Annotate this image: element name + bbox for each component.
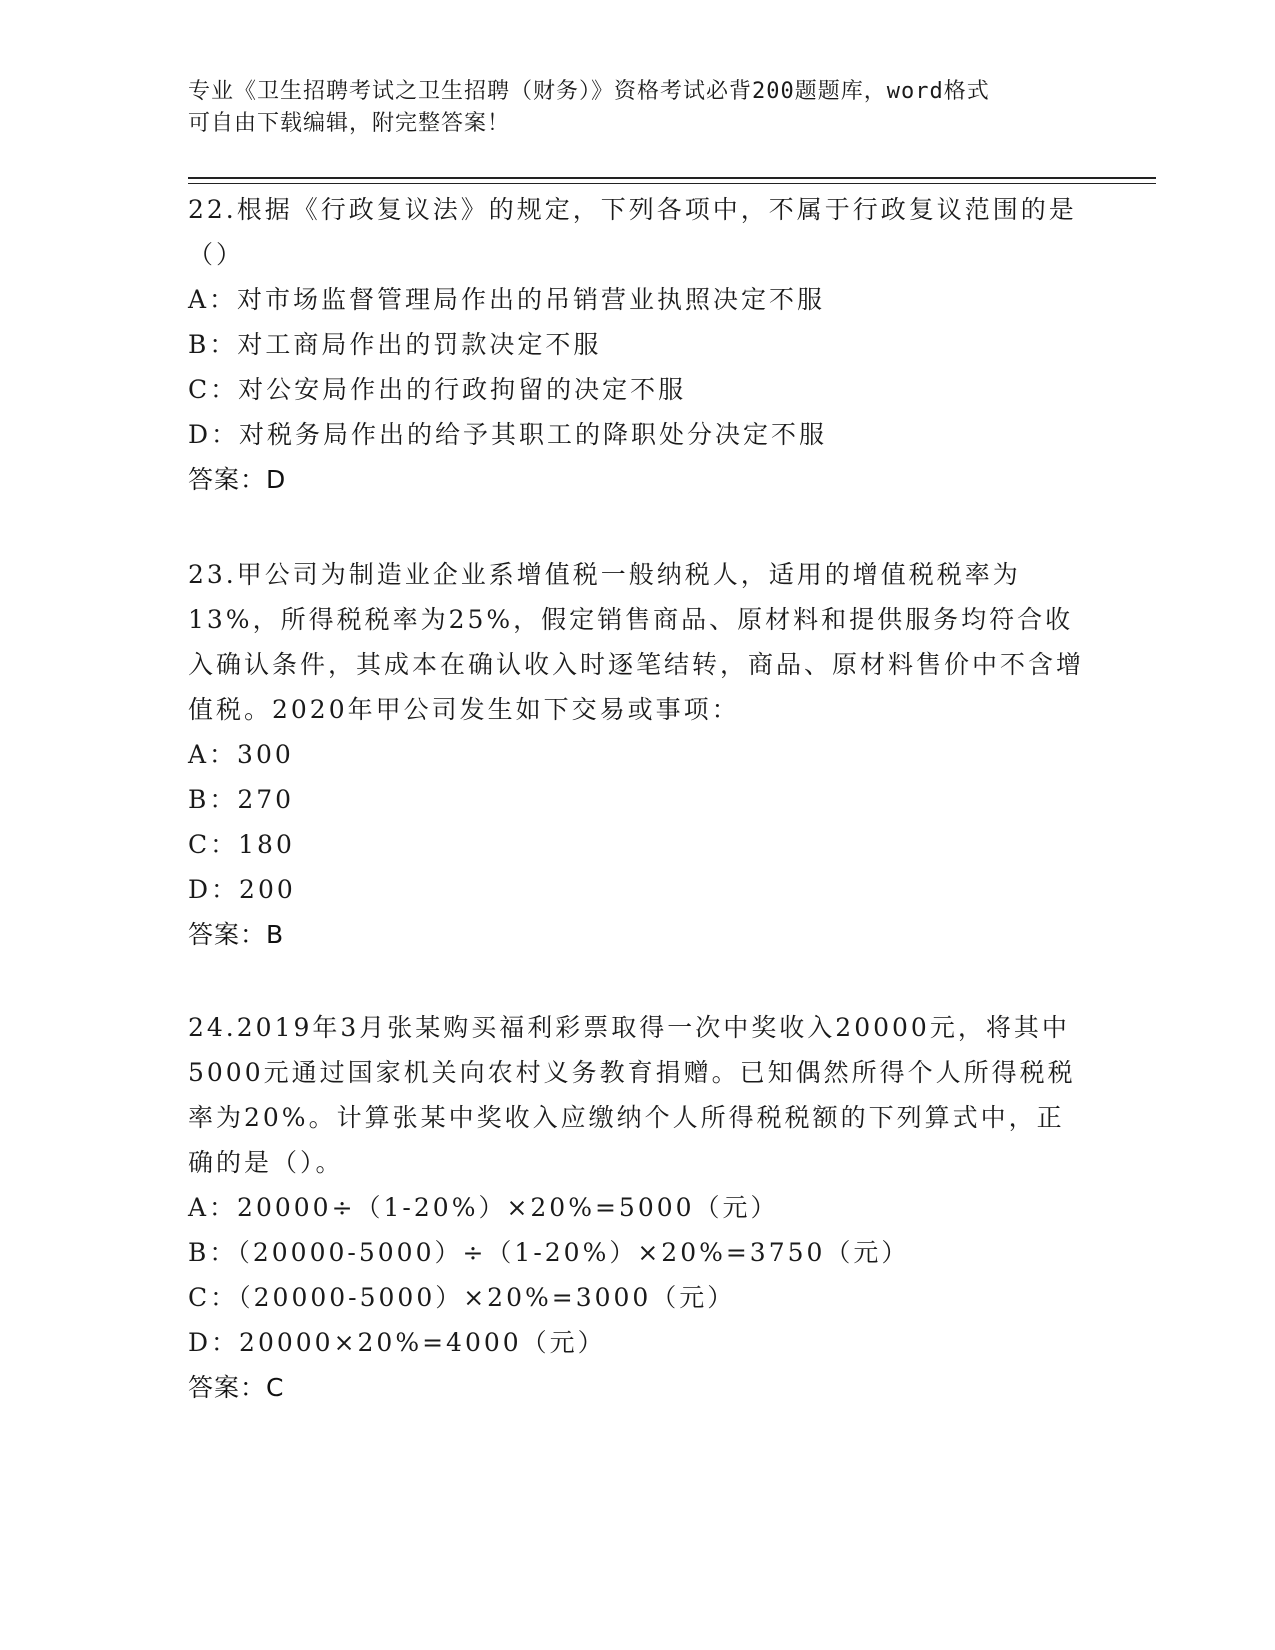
question-stem: 23.甲公司为制造业企业系增值税一般纳税人，适用的增值税税率为13%，所得税税率为25%，假定销售商品、原材料和提供服务均符合收入确认条件，其成本在确认收入时逐笔结转，商品、原材料售价中不含增值税。2020年甲公司发生如下交易或事项： bbox=[188, 560, 1085, 724]
question-24 bbox=[188, 1005, 1088, 1410]
option-c: C：对公安局作出的行政拘留的决定不服 bbox=[188, 375, 687, 404]
option-b: B：（20000-5000）÷（1-20%）×20%=3750（元） bbox=[188, 1238, 910, 1267]
answer-line: 答案：C bbox=[188, 1373, 285, 1402]
option-a: A：20000÷（1-20%）×20%=5000（元） bbox=[188, 1193, 779, 1222]
question-stem: 22.根据《行政复议法》的规定，下列各项中，不属于行政复议范围的是（） bbox=[188, 195, 1077, 269]
header-title-line: 专业《卫生招聘考试之卫生招聘（财务）》资格考试必背200题题库，word格式 bbox=[188, 79, 990, 104]
option-d: D：200 bbox=[188, 875, 296, 904]
option-b: B：270 bbox=[188, 785, 295, 814]
header-divider-thick bbox=[188, 177, 1156, 179]
option-c: C：（20000-5000）×20%=3000（元） bbox=[188, 1283, 736, 1312]
document-header bbox=[188, 76, 1068, 140]
option-d: D：20000×20%=4000（元） bbox=[188, 1328, 606, 1357]
option-d: D：对税务局作出的给予其职工的降职处分决定不服 bbox=[188, 420, 828, 449]
option-a: A：对市场监督管理局作出的吊销营业执照决定不服 bbox=[188, 285, 826, 314]
question-23 bbox=[188, 552, 1088, 957]
header-subtitle-line: 可自由下载编辑，附完整答案！ bbox=[188, 111, 511, 136]
question-22 bbox=[188, 187, 1088, 502]
answer-line: 答案：D bbox=[188, 465, 287, 494]
answer-line: 答案：B bbox=[188, 920, 285, 949]
option-c: C：180 bbox=[188, 830, 295, 859]
option-a: A：300 bbox=[188, 740, 294, 769]
option-b: B：对工商局作出的罚款决定不服 bbox=[188, 330, 602, 359]
header-divider-thin bbox=[188, 183, 1156, 184]
question-stem: 24.2019年3月张某购买福利彩票取得一次中奖收入20000元，将其中5000元通过国家机关向农村义务教育捐赠。已知偶然所得个人所得税税率为20%。计算张某中奖收入应缴纳个人所得税税额的下列算式中，正确的是（）。 bbox=[188, 1013, 1076, 1177]
